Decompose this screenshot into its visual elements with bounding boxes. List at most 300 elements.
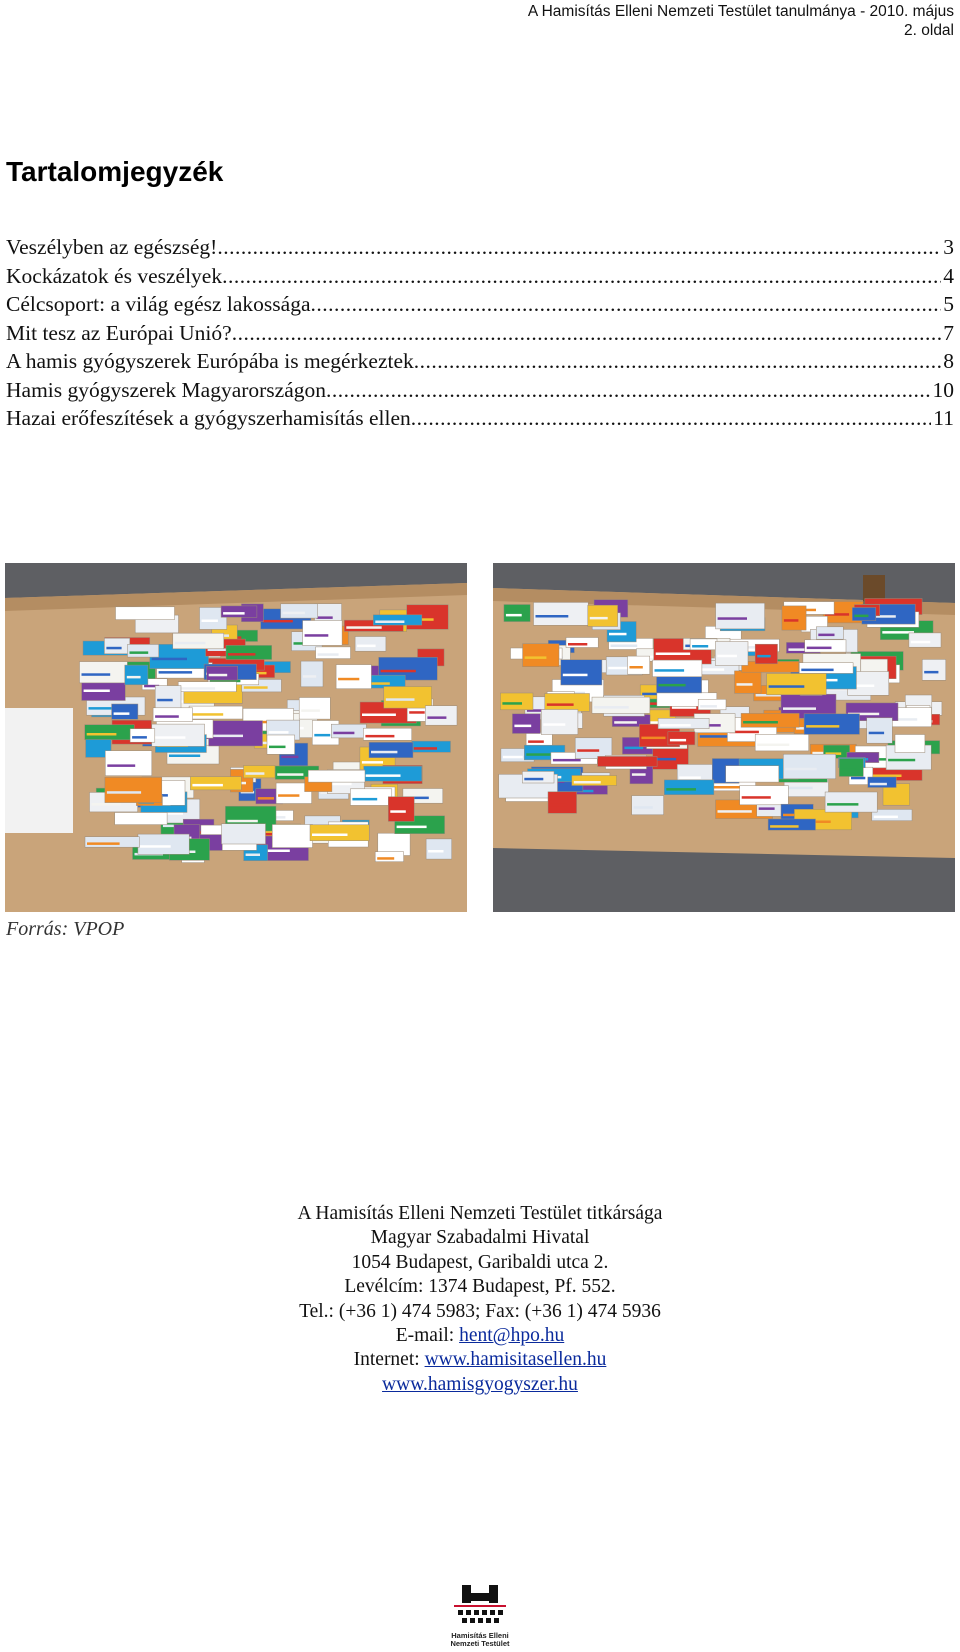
medicine-box-label-stripe [600, 762, 636, 765]
medicine-box [653, 660, 702, 677]
toc-entry-page: 10 [932, 377, 954, 402]
medicine-box-label-stripe [528, 740, 544, 743]
medicine-box-label-stripe [611, 645, 638, 648]
medicine-box-label-stripe [718, 810, 752, 813]
medicine-box-label-stripe [154, 736, 186, 739]
medicine-box [221, 606, 257, 617]
medicine-box [804, 714, 859, 735]
medicine-box [130, 729, 155, 743]
medicine-box [80, 662, 128, 683]
medicine-box-label-stripe [630, 666, 643, 669]
toc-leader-dots [326, 376, 930, 405]
toc-leader-dots [222, 262, 941, 291]
medicine-box [561, 660, 602, 685]
medicine-box-label-stripe [228, 653, 255, 656]
medicine-box-label-stripe [333, 732, 354, 735]
medicine-box [658, 718, 709, 728]
medicine-box-label-stripe [191, 713, 223, 716]
medicine-box-label-stripe [769, 685, 805, 688]
medicine-box [548, 792, 577, 814]
medicine-box [909, 633, 941, 647]
medicine-box-label-stripe [180, 687, 215, 690]
medicine-box-label-stripe [274, 837, 298, 840]
medicine-box-label-stripe [107, 764, 135, 767]
medicine-box [178, 682, 236, 692]
toc-entry[interactable] [6, 262, 954, 291]
medicine-box [690, 639, 717, 650]
medicine-box [412, 741, 451, 752]
contact-block [0, 1202, 960, 1397]
medicine-box-label-stripe [371, 751, 397, 754]
medicine-box-label-stripe [132, 736, 147, 739]
medicine-box-label-stripe [888, 759, 915, 762]
medicine-box-label-stripe [246, 772, 265, 775]
medicine-box [301, 661, 323, 687]
toc-leader-dots [411, 404, 932, 433]
medicine-box-label-stripe [137, 625, 163, 628]
medicine-box-label-stripe [851, 777, 865, 780]
medicine-box-label-stripe [757, 744, 789, 747]
medicine-box [153, 708, 192, 722]
medicine-box-label-stripe [699, 668, 724, 671]
medicine-box-label-stripe [655, 669, 685, 672]
medicine-box [698, 699, 726, 710]
table-of-contents [6, 233, 954, 433]
medicine-box [523, 644, 559, 667]
medicine-box-label-stripe [390, 810, 406, 813]
medicine-box-label-stripe [310, 777, 344, 780]
medicine-box-label-stripe [841, 768, 856, 771]
medicine-box [310, 825, 369, 841]
hent-logo-mark [450, 1585, 510, 1627]
contact-phone-fax: Tel.: (+36 1) 474 5983; Fax: (+36 1) 474 5936 [299, 1300, 661, 1322]
medicine-box-label-stripe [175, 642, 206, 645]
medicine-box-label-stripe [357, 645, 376, 648]
medicine-box-label-stripe [397, 826, 427, 829]
medicine-box-label-stripe [543, 723, 565, 726]
medicine-box-label-stripe [375, 621, 404, 624]
medicine-box-label-stripe [536, 615, 569, 618]
medicine-box-label-stripe [547, 703, 574, 706]
medicine-box-label-stripe [574, 781, 601, 784]
medicine-box-label-stripe [506, 614, 522, 617]
medicine-box-label-stripe [386, 698, 415, 701]
medicine-box-label-stripe [283, 612, 305, 615]
medicine-box [364, 766, 422, 781]
medicine-box [85, 725, 135, 740]
medicine-box [715, 642, 748, 666]
medicine-box-label-stripe [885, 795, 901, 798]
medicine-box-label-stripe [82, 673, 111, 676]
medicine-box-label-stripe [742, 796, 771, 799]
medicine-box-label-stripe [632, 773, 646, 776]
medicine-box-label-stripe [362, 714, 396, 717]
medicine-box [740, 786, 789, 805]
medicine-box [272, 825, 312, 848]
medicine-box [209, 721, 263, 746]
medicine-box [128, 644, 159, 657]
page-title: Tartalomjegyzék [6, 156, 224, 187]
medicine-box-label-stripe [743, 721, 778, 724]
toc-entry-page: 4 [943, 263, 954, 288]
medicine-box [545, 694, 590, 712]
medicine-box-label-stripe [614, 721, 637, 724]
medicine-box [522, 771, 554, 783]
toc-entry-page: 5 [943, 292, 954, 316]
medicine-box-label-stripe [318, 653, 339, 656]
medicine-box [281, 604, 318, 618]
medicine-box [350, 789, 391, 806]
photo-right-svg [493, 563, 955, 912]
toc-entry[interactable] [6, 347, 954, 376]
medicine-box-label-stripe [818, 634, 834, 637]
contact-office: Magyar Szabadalmi Hivatal [370, 1227, 590, 1249]
medicine-box-label-stripe [655, 758, 676, 761]
medicine-box-label-stripe [770, 825, 799, 828]
medicine-box [767, 674, 827, 695]
contact-address: 1054 Budapest, Garibaldi utca 2. [351, 1251, 609, 1273]
toc-entry-page: 8 [943, 349, 954, 373]
medicine-box-label-stripe [786, 787, 813, 790]
medicine-box [572, 776, 617, 786]
medicine-box [500, 693, 533, 710]
medicine-box-label-stripe [317, 616, 333, 619]
medicine-box-label-stripe [713, 786, 740, 789]
medicine-box [668, 732, 695, 745]
medicine-box [816, 627, 843, 639]
page-header [528, 2, 954, 40]
medicine-box-label-stripe [656, 653, 691, 656]
medicine-box-label-stripe [594, 706, 629, 709]
medicine-box-label-stripe [92, 803, 121, 806]
medicine-box [741, 713, 799, 727]
medicine-box [316, 647, 351, 659]
medicine-box-label-stripe [526, 753, 550, 756]
medicine-box [768, 819, 815, 830]
medicine-box-label-stripe [524, 778, 543, 781]
email-label: E-mail: [395, 1325, 460, 1347]
website-link-hamisitasellen[interactable]: www.hamisitasellen.hu [424, 1349, 607, 1371]
medicine-box-label-stripe [303, 675, 316, 678]
medicine-box [566, 638, 598, 648]
medicine-box-label-stripe [87, 733, 117, 736]
toc-entry-page: 7 [943, 320, 954, 345]
medicine-box-label-stripe [258, 797, 274, 800]
medicine-box-label-stripe [692, 645, 708, 648]
toc-entry-label: A hamis gyógyszerek Európába is megérkeztek [6, 349, 414, 373]
medicine-box [155, 686, 181, 710]
medicine-box [867, 718, 893, 743]
medicine-box-label-stripe [130, 651, 149, 654]
medicine-box-label-stripe [783, 707, 816, 710]
medicine-box-label-stripe [757, 655, 770, 658]
medicine-box-label-stripe [807, 647, 832, 650]
header-page-number: 2. oldal [904, 22, 954, 39]
medicine-box-label-stripe [911, 641, 930, 644]
medicine-box-label-stripe [924, 671, 938, 674]
medicine-box-label-stripe [634, 806, 653, 809]
medicine-box-label-stripe [381, 670, 416, 673]
medicine-box [755, 644, 777, 664]
toc-leader-dots [311, 290, 942, 319]
medicine-box [825, 792, 877, 812]
medicine-box-label-stripe [563, 674, 588, 677]
toc-entry[interactable] [6, 319, 954, 348]
toc-entry-label: Kockázatok és veszélyek [6, 263, 223, 288]
confiscated-medicines-photo-right [493, 563, 955, 912]
medicine-box [628, 656, 650, 674]
medicine-box [388, 797, 414, 822]
medicine-box-label-stripe [227, 820, 257, 823]
medicine-box-label-stripe [192, 784, 223, 787]
medicine-box-label-stripe [718, 617, 747, 620]
medicine-box [125, 665, 148, 685]
medicine-box [222, 824, 266, 844]
medicine-box-label-stripe [660, 724, 691, 727]
medicine-box-label-stripe [827, 803, 858, 806]
contact-organization: A Hamisítás Elleni Nemzeti Testület titkársága [297, 1203, 663, 1224]
medicine-box [735, 671, 762, 693]
medicine-box-label-stripe [88, 749, 103, 752]
medicine-box [852, 608, 876, 621]
medicine-box [783, 754, 835, 779]
medicine-box [115, 813, 167, 825]
toc-entry-label: Célcsoport: a világ egész lakossága [6, 292, 311, 316]
medicine-box-label-stripe [246, 854, 260, 857]
medicine-box-label-stripe [501, 787, 536, 790]
medicine-box-label-stripe [525, 656, 547, 659]
medicine-box [375, 852, 403, 862]
medicine-box-label-stripe [155, 715, 179, 718]
medicine-box-label-stripe [365, 735, 394, 738]
medicine-box-label-stripe [186, 695, 221, 698]
medicine-box-label-stripe [550, 804, 567, 807]
medicine-box [716, 603, 765, 629]
medicine-box-label-stripe [608, 667, 630, 670]
hent-logo [450, 1585, 510, 1647]
contact-website-line [0, 1373, 960, 1397]
medicine-box-label-stripe [157, 699, 173, 702]
medicine-box-label-stripe [278, 794, 299, 797]
medicine-box-label-stripe [679, 776, 701, 779]
medicine-box-label-stripe [784, 619, 799, 622]
medicine-box [504, 605, 530, 622]
medicine-box-label-stripe [263, 620, 293, 623]
medicine-box-label-stripe [362, 761, 383, 764]
medicine-box-label-stripe [329, 783, 351, 786]
toc-entry[interactable] [6, 376, 954, 405]
medicine-box-label-stripe [659, 684, 686, 687]
medicine-box-label-stripe [590, 617, 608, 620]
confiscated-medicines-photo-left [5, 563, 467, 912]
medicine-box [799, 663, 853, 674]
toc-entry-label: Veszélyben az egészség! [6, 235, 218, 259]
photo-left-svg [5, 563, 467, 912]
internet-label: Internet: [353, 1349, 425, 1371]
medicine-box-label-stripe [806, 725, 839, 728]
medicine-box-label-stripe [659, 700, 695, 703]
medicine-box [384, 687, 432, 709]
medicine-box [138, 834, 189, 854]
medicine-box-label-stripe [117, 819, 148, 822]
medicine-box-label-stripe [609, 633, 627, 636]
medicine-box-label-stripe [307, 785, 323, 788]
toc-entry-label: Hamis gyógyszerek Magyarországon [6, 377, 327, 402]
medicine-box-label-stripe [127, 676, 141, 679]
medicine-box-label-stripe [277, 773, 303, 776]
medicine-box [173, 633, 224, 649]
medicine-box [598, 756, 658, 766]
medicine-box-label-stripe [785, 768, 816, 771]
medicine-box-label-stripe [869, 732, 884, 735]
medicine-box [534, 602, 589, 625]
medicine-box-label-stripe [159, 671, 193, 674]
medicine-box-label-stripe [106, 647, 121, 650]
toc-entry[interactable] [6, 233, 954, 262]
medicine-box-label-stripe [366, 774, 401, 777]
medicine-box-label-stripe [305, 634, 329, 637]
contact-postal-address: Levélcím: 1374 Budapest, Pf. 552. [344, 1276, 616, 1298]
medicine-box [336, 665, 371, 689]
medicine-box [105, 751, 152, 776]
medicine-box-label-stripe [209, 674, 228, 677]
medicine-box [839, 759, 863, 777]
medicine-box [267, 735, 295, 754]
medicine-box-label-stripe [84, 690, 110, 693]
medicine-box [369, 742, 413, 757]
medicine-box [85, 837, 139, 848]
logo-caption-line2: Nemzeti Testület [450, 1639, 510, 1648]
medicine-box-label-stripe [377, 857, 394, 860]
medicine-box-label-stripe [737, 683, 753, 686]
medicine-box-label-stripe [624, 747, 643, 750]
medicine-box [922, 659, 946, 680]
medicine-box [541, 710, 578, 735]
medicine-box [244, 766, 276, 778]
medicine-box [868, 777, 896, 788]
medicine-box [755, 734, 809, 751]
medicine-box-label-stripe [269, 731, 289, 734]
header-title: A Hamisítás Elleni Nemzeti Testület tanulmánya - 2010. május [527, 3, 954, 20]
medicine-box-label-stripe [118, 614, 153, 617]
medicine-box-label-stripe [107, 791, 141, 794]
medicine-box [426, 839, 452, 859]
medicine-box [355, 637, 386, 652]
toc-leader-dots [232, 319, 942, 348]
medicine-box-label-stripe [338, 678, 359, 681]
toc-entry-label: Mit tesz az Európai Unió? [6, 320, 232, 345]
toc-entry[interactable] [6, 290, 954, 319]
medicine-box-label-stripe [352, 798, 377, 801]
medicine-box-label-stripe [427, 716, 446, 719]
medicine-box [425, 706, 457, 726]
medicine-box [373, 615, 422, 625]
medicine-box-label-stripe [854, 615, 868, 618]
medicine-box [632, 796, 664, 815]
medicine-box-label-stripe [870, 783, 887, 786]
medicine-box-label-stripe [224, 835, 250, 838]
toc-entry-label: Hazai erőfeszítések a gyógyszerhamisítás ellen [6, 406, 411, 430]
medicine-box-label-stripe [269, 746, 286, 749]
medicine-box-label-stripe [700, 705, 717, 708]
medicine-box-label-stripe [380, 846, 399, 849]
medicine-box [189, 706, 243, 719]
medicine-box-label-stripe [666, 788, 696, 791]
website-link-hamisgyogyszer[interactable]: www.hamisgyogyszer.hu [382, 1373, 578, 1395]
logo-caption-line1: Hamisítás Elleni [451, 1631, 509, 1640]
toc-entry[interactable] [6, 404, 954, 433]
medicine-box-label-stripe [244, 686, 268, 689]
photo-source-caption: Forrás: VPOP [6, 918, 125, 940]
medicine-box [152, 724, 205, 746]
medicine-box-label-stripe [503, 756, 523, 759]
medicine-box-label-stripe [801, 669, 833, 672]
medicine-box-label-stripe [759, 807, 775, 810]
medicine-box [805, 640, 846, 652]
email-link[interactable]: hent@hpo.hu [459, 1325, 565, 1347]
medicine-box [207, 666, 238, 680]
contact-email-line [0, 1324, 960, 1348]
medicine-box [104, 638, 129, 654]
medicine-box-label-stripe [553, 759, 581, 762]
medicine-box [226, 645, 272, 659]
medicine-box [331, 724, 366, 738]
medicine-box-label-stripe [717, 655, 737, 658]
medicine-box [112, 704, 138, 719]
medicine-box-label-stripe [409, 711, 425, 714]
medicine-box-label-stripe [152, 658, 187, 661]
medicine-box [105, 777, 162, 802]
medicine-box-label-stripe [314, 734, 330, 737]
medicine-box-label-stripe [114, 712, 130, 715]
medicine-box-label-stripe [87, 842, 120, 845]
medicine-box [512, 714, 540, 734]
medicine-box [664, 780, 714, 795]
medicine-box [363, 728, 411, 740]
medicine-box [872, 809, 912, 820]
medicine-box-label-stripe [670, 739, 686, 742]
medicine-box-label-stripe [301, 709, 320, 712]
medicine-box-label-stripe [672, 706, 696, 709]
medicine-box-label-stripe [346, 626, 381, 629]
medicine-box-label-stripe [874, 816, 898, 819]
medicine-box-label-stripe [577, 749, 599, 752]
medicine-box [592, 697, 650, 713]
medicine-box-label-stripe [202, 620, 218, 623]
medicine-box [303, 621, 343, 646]
medicine-box-label-stripe [514, 725, 531, 728]
medicine-box-label-stripe [223, 612, 245, 615]
medicine-box [308, 770, 365, 782]
medicine-box-label-stripe [414, 747, 437, 750]
toc-leader-dots [414, 347, 941, 376]
medicine-box-label-stripe [140, 845, 171, 848]
medicine-box-label-stripe [169, 755, 200, 758]
medicine-box-label-stripe [897, 744, 915, 747]
medicine-box [299, 698, 330, 720]
contact-internet-line [0, 1348, 960, 1372]
medicine-box [782, 606, 806, 630]
medicine-box [190, 777, 241, 790]
medicine-box-label-stripe [211, 735, 243, 738]
medicine-box-label-stripe [312, 834, 348, 837]
medicine-box-label-stripe [641, 737, 665, 740]
medicine-box-label-stripe [281, 756, 298, 759]
medicine-box-label-stripe [744, 667, 778, 670]
medicine-box-label-stripe [568, 643, 587, 646]
medicine-box-label-stripe [502, 702, 522, 705]
toc-entry-page: 11 [933, 406, 954, 430]
